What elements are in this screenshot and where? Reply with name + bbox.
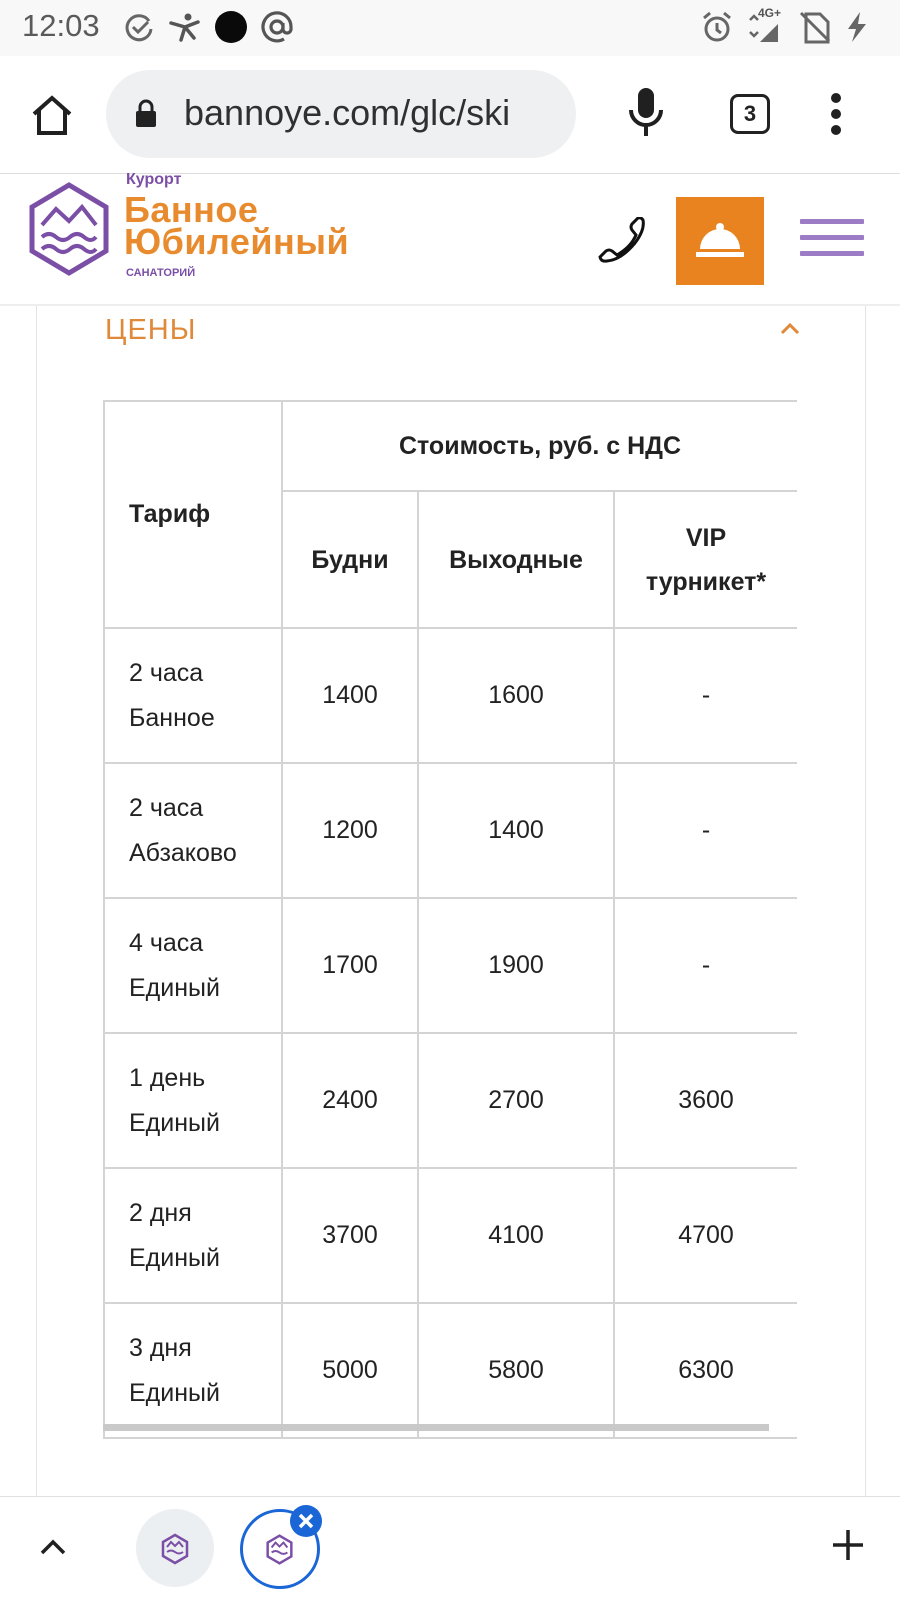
price-weekends: 1900 — [418, 898, 614, 1033]
price-weekdays: 1200 — [282, 763, 418, 898]
alarm-icon — [700, 10, 734, 44]
logo-title-line2: Юбилейный — [124, 221, 350, 262]
dot-icon — [214, 10, 248, 44]
network-type-label: 4G+ — [758, 6, 782, 20]
status-bar — [0, 0, 900, 56]
battery-charging-icon — [840, 10, 874, 44]
price-weekdays: 5000 — [282, 1303, 418, 1438]
price-weekends: 4100 — [418, 1168, 614, 1303]
chevron-up-icon[interactable] — [777, 316, 803, 342]
header-tarif: Тариф — [104, 401, 282, 628]
booking-button[interactable] — [676, 197, 764, 285]
logo-kurort-text: Курорт — [126, 171, 182, 188]
home-icon[interactable] — [28, 92, 76, 140]
header-weekends: Выходные — [418, 491, 614, 628]
price-weekdays: 3700 — [282, 1168, 418, 1303]
tab-switcher-button[interactable]: 3 — [730, 94, 770, 134]
at-sign-icon — [260, 10, 294, 44]
signal-icon — [746, 10, 780, 44]
tarif-name: 2 дня Единый — [104, 1168, 282, 1303]
price-vip: 4700 — [614, 1168, 797, 1303]
logo-title-line1: Банное — [124, 189, 259, 230]
url-text[interactable]: bannoye.com/glc/ski — [184, 92, 511, 133]
browser-toolbar — [0, 56, 900, 174]
address-bar[interactable] — [106, 70, 576, 158]
reception-bell-icon — [676, 197, 764, 285]
table-horizontal-scrollbar[interactable] — [103, 1424, 769, 1431]
status-time: 12:03 — [22, 8, 100, 43]
header-weekdays: Будни — [282, 491, 418, 628]
lock-icon — [134, 98, 158, 128]
price-vip: 3600 — [614, 1033, 797, 1168]
price-weekends: 1400 — [418, 763, 614, 898]
tarif-name: 1 день Единый — [104, 1033, 282, 1168]
tarif-name: 4 часа Единый — [104, 898, 282, 1033]
price-vip: 6300 — [614, 1303, 797, 1438]
table-row — [104, 1303, 797, 1438]
mic-icon[interactable] — [626, 86, 666, 142]
table-row — [104, 628, 797, 763]
tab-favicon-icon — [136, 1509, 214, 1587]
accordion-title[interactable]: ЦЕНЫ — [105, 314, 197, 346]
close-icon — [290, 1505, 322, 1537]
price-weekends: 5800 — [418, 1303, 614, 1438]
close-tab-button[interactable] — [290, 1505, 322, 1537]
header-vip: VIP турникет* — [614, 491, 797, 628]
table-row — [104, 898, 797, 1033]
chevron-up-icon[interactable] — [36, 1531, 70, 1565]
tarif-name: 3 дня Единый — [104, 1303, 282, 1438]
table-row — [104, 1168, 797, 1303]
price-weekends: 1600 — [418, 628, 614, 763]
price-weekdays: 1400 — [282, 628, 418, 763]
table-row — [104, 763, 797, 898]
price-vip: - — [614, 898, 797, 1033]
plus-icon[interactable] — [830, 1527, 866, 1563]
header-cost: Стоимость, руб. с НДС — [282, 401, 797, 491]
no-sim-icon — [798, 10, 832, 44]
price-vip: - — [614, 628, 797, 763]
price-weekends: 2700 — [418, 1033, 614, 1168]
sync-check-icon — [122, 10, 156, 44]
prices-accordion — [36, 306, 866, 1496]
tarif-name: 2 часа Абзаково — [104, 763, 282, 898]
more-vert-icon[interactable] — [828, 92, 844, 136]
price-vip: - — [614, 763, 797, 898]
price-weekdays: 1700 — [282, 898, 418, 1033]
app-notification-icon — [168, 10, 202, 44]
phone-icon[interactable] — [592, 217, 646, 271]
price-table — [103, 400, 797, 1439]
hamburger-menu-icon[interactable] — [800, 219, 864, 261]
price-weekdays: 2400 — [282, 1033, 418, 1168]
table-row — [104, 1033, 797, 1168]
tab-strip — [0, 1496, 900, 1600]
price-table-scroll[interactable] — [103, 400, 797, 1442]
logo-sanatorium-text: САНАТОРИЙ — [126, 267, 196, 279]
tab-thumbnail[interactable] — [136, 1509, 214, 1587]
site-header — [0, 171, 900, 306]
resort-logo-mark[interactable] — [28, 181, 110, 277]
tarif-name: 2 часа Банное — [104, 628, 282, 763]
